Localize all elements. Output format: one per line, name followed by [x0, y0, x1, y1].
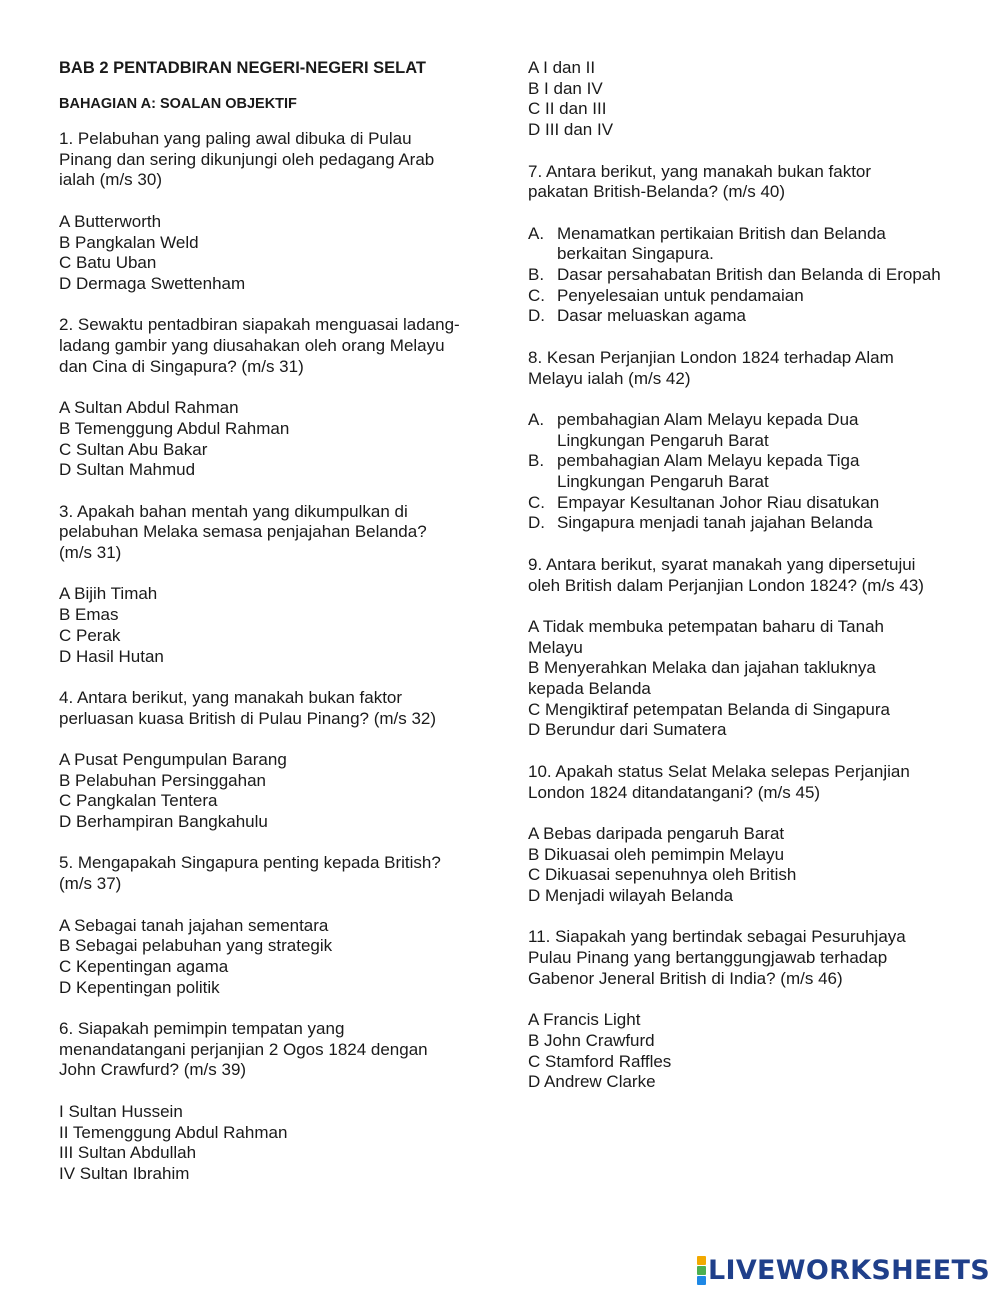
option-item[interactable] [528, 493, 958, 514]
option-item[interactable]: C Pangkalan Tentera [59, 791, 218, 811]
option-item[interactable]: D Sultan Mahmud [59, 460, 196, 480]
option-text: Dasar meluaskan agama [557, 306, 746, 326]
option-item[interactable]: B I dan IV [528, 78, 603, 98]
question-2: 2. Sewaktu pentadbiran siapakah menguasai ladang-ladang gambir yang diusahakan oleh orang Melayu dan Cina di Singapura? (m/s 31) [59, 315, 460, 376]
option-item[interactable]: C Dikuasai sepenuhnya oleh British [528, 865, 797, 885]
question-4: 4. Antara berikut, yang manakah bukan faktor perluasan kuasa British di Pulau Pinang? (m/s 32) [59, 687, 437, 728]
question-8-options [528, 410, 958, 534]
right-column [528, 58, 958, 1114]
question-4-options [59, 750, 489, 833]
question-9: 9. Antara berikut, syarat manakah yang dipersetujui oleh British dalam Perjanjian London 1824? (m/s 43) [528, 554, 924, 595]
option-item[interactable]: C Perak [59, 625, 121, 645]
question-7-options [528, 224, 958, 328]
question-9-options [528, 617, 908, 741]
left-column [59, 58, 489, 1205]
option-item[interactable]: A Francis Light [528, 1010, 641, 1030]
option-letter: B. [528, 265, 545, 284]
option-item[interactable]: A Sebagai tanah jajahan sementara [59, 915, 329, 935]
question-3-options [59, 584, 489, 667]
option-text: Singapura menjadi tanah jajahan Belanda [557, 513, 873, 533]
statement-item: III Sultan Abdullah [59, 1143, 197, 1163]
option-item[interactable]: D Kepentingan politik [59, 977, 220, 997]
question-11-options [528, 1010, 958, 1093]
option-item[interactable] [528, 286, 958, 307]
option-item[interactable]: C II dan III [528, 99, 607, 119]
question-5-options [59, 916, 489, 999]
question-6-statements [59, 1102, 489, 1185]
question-6-options [528, 58, 958, 141]
logo-text: LIVEWORKSHEETS [707, 1254, 990, 1286]
option-letter: D. [528, 306, 545, 326]
option-text: Menamatkan pertikaian British dan Belanda berkaitan Singapura. [557, 223, 886, 264]
option-item[interactable]: B Menyerahkan Melaka dan jajahan takluknya kepada Belanda [528, 658, 876, 698]
question-7: 7. Antara berikut, yang manakah bukan faktor pakatan British-Belanda? (m/s 40) [528, 161, 872, 202]
option-item[interactable]: B Sebagai pelabuhan yang strategik [59, 936, 333, 956]
option-item[interactable]: B Temenggung Abdul Rahman [59, 418, 290, 438]
section-title: BAHAGIAN A: SOALAN OBJEKTIF [59, 96, 297, 112]
option-item[interactable]: A I dan II [528, 58, 596, 77]
option-item[interactable]: D III dan IV [528, 120, 614, 140]
option-letter: A. [528, 223, 545, 243]
option-item[interactable] [528, 410, 958, 451]
option-item[interactable]: D Berhampiran Bangkahulu [59, 812, 268, 832]
option-item[interactable]: D Berundur dari Sumatera [528, 720, 727, 740]
option-letter: C. [528, 285, 545, 305]
option-item[interactable]: D Dermaga Swettenham [59, 273, 246, 293]
option-item[interactable]: B John Crawfurd [528, 1030, 655, 1050]
option-item[interactable]: B Pelabuhan Persinggahan [59, 770, 266, 790]
option-item[interactable]: A Sultan Abdul Rahman [59, 398, 239, 418]
option-item[interactable]: A Pusat Pengumpulan Barang [59, 749, 287, 769]
option-item[interactable]: B Pangkalan Weld [59, 232, 199, 252]
statement-item: IV Sultan Ibrahim [59, 1163, 190, 1183]
question-1: 1. Pelabuhan yang paling awal dibuka di Pulau Pinang dan sering dikunjungi oleh pedagang Arab ialah (m/s 30) [59, 129, 435, 190]
question-2-options [59, 398, 489, 481]
option-item[interactable] [528, 451, 958, 492]
option-item[interactable]: B Dikuasai oleh pemimpin Melayu [528, 844, 785, 864]
question-10-options [528, 824, 958, 907]
option-text: Empayar Kesultanan Johor Riau disatukan [557, 492, 880, 512]
question-8: 8. Kesan Perjanjian London 1824 terhadap Alam Melayu ialah (m/s 42) [528, 347, 894, 388]
option-item[interactable] [528, 265, 958, 286]
question-3: 3. Apakah bahan mentah yang dikumpulkan di pelabuhan Melaka semasa penjajahan Belanda? (m/s 31) [59, 501, 427, 562]
document-title: BAB 2 PENTADBIRAN NEGERI-NEGERI SELAT [59, 59, 426, 77]
liveworksheets-logo [697, 1254, 990, 1286]
option-item[interactable]: A Butterworth [59, 211, 162, 231]
option-letter: A. [528, 409, 545, 429]
option-item[interactable]: D Hasil Hutan [59, 646, 164, 666]
option-item[interactable]: C Sultan Abu Bakar [59, 439, 208, 459]
option-item[interactable]: C Mengiktiraf petempatan Belanda di Singapura [528, 699, 890, 719]
option-text: Dasar persahabatan British dan Belanda di Eropah [557, 265, 941, 284]
option-letter: D. [528, 513, 545, 533]
question-1-options [59, 212, 489, 295]
option-item[interactable] [528, 513, 958, 534]
option-letter: C. [528, 492, 545, 512]
statement-item: II Temenggung Abdul Rahman [59, 1122, 288, 1142]
question-6: 6. Siapakah pemimpin tempatan yang menandatangani perjanjian 2 Ogos 1824 dengan John Crawfurd? (m/s 39) [59, 1019, 428, 1080]
logo-icon [697, 1256, 706, 1285]
option-item[interactable]: A Bebas daripada pengaruh Barat [528, 823, 785, 843]
option-item[interactable] [528, 306, 958, 327]
statement-item: I Sultan Hussein [59, 1101, 183, 1121]
option-text: Penyelesaian untuk pendamaian [557, 285, 804, 305]
option-item[interactable]: D Menjadi wilayah Belanda [528, 886, 734, 905]
option-item[interactable]: C Batu Uban [59, 253, 157, 273]
question-5: 5. Mengapakah Singapura penting kepada British? (m/s 37) [59, 853, 441, 894]
question-10: 10. Apakah status Selat Melaka selepas Perjanjian London 1824 ditandatangani? (m/s 45) [528, 761, 910, 802]
option-item[interactable]: B Emas [59, 605, 119, 625]
option-item[interactable]: C Stamford Raffles [528, 1051, 672, 1071]
option-item[interactable]: A Bijih Timah [59, 584, 158, 604]
option-item[interactable]: A Tidak membuka petempatan baharu di Tanah Melayu [528, 616, 884, 657]
option-item[interactable]: D Andrew Clarke [528, 1072, 656, 1092]
question-11: 11. Siapakah yang bertindak sebagai Pesuruhjaya Pulau Pinang yang bertanggungjawab terhadap Gabenor Jeneral British di India? (m/s 46) [528, 927, 906, 988]
option-text: pembahagian Alam Melayu kepada Tiga Lingkungan Pengaruh Barat [557, 451, 860, 491]
option-letter: B. [528, 451, 545, 471]
option-item[interactable] [528, 224, 958, 265]
option-text: pembahagian Alam Melayu kepada Dua Lingkungan Pengaruh Barat [557, 409, 859, 450]
option-item[interactable]: C Kepentingan agama [59, 956, 229, 976]
